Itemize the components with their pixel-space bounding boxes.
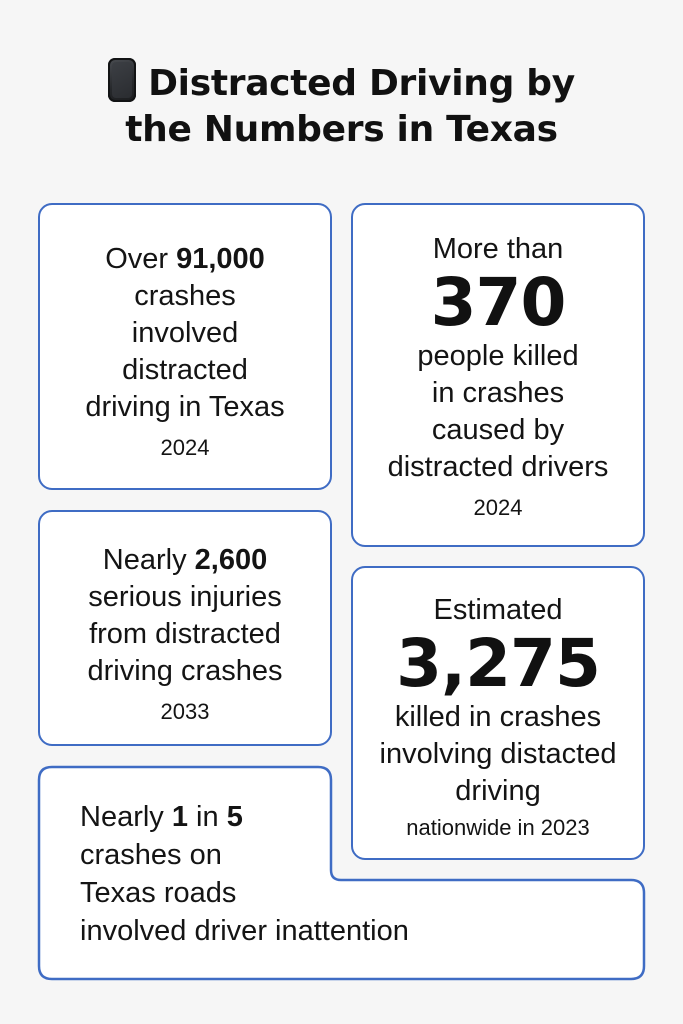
stat-prefix: Estimated — [433, 594, 563, 626]
stat-line: from distracted — [89, 618, 281, 650]
stat-line: caused by — [431, 414, 565, 446]
stat-headline — [80, 798, 500, 836]
stat-line: involving distacted — [379, 738, 617, 770]
stat-card-inattention — [80, 798, 500, 950]
stat-value-b: 5 — [226, 801, 243, 833]
stat-line: crashes on — [80, 839, 222, 871]
stat-line: driving crashes — [87, 655, 283, 687]
stat-value-a: 1 — [171, 801, 188, 833]
stat-line: Texas roads — [80, 877, 237, 909]
stat-year: 2024 — [473, 495, 523, 520]
stat-line: serious injuries — [88, 581, 282, 613]
stat-value: 370 — [430, 264, 566, 341]
stat-prefix: Over — [105, 243, 177, 275]
stat-value: 91,000 — [176, 243, 265, 275]
title-line-1: Distracted Driving by — [148, 63, 575, 104]
stat-value: 3,275 — [396, 625, 600, 702]
stat-line: people killed — [417, 340, 579, 372]
stat-line: killed in crashes — [394, 701, 602, 733]
stat-line: distracted drivers — [387, 451, 609, 483]
stat-line: involved — [131, 317, 239, 349]
stat-value: 2,600 — [194, 544, 268, 576]
stat-line: distracted — [122, 354, 248, 386]
stat-line: crashes — [134, 280, 236, 312]
title-line-2: the Numbers in Texas — [125, 109, 558, 150]
stat-prefix: Nearly — [102, 544, 195, 576]
stat-year: nationwide in 2023 — [406, 815, 590, 840]
stat-line: involved driver inattention — [80, 915, 409, 947]
stat-line: driving in Texas — [85, 391, 285, 423]
stat-year: 2033 — [160, 699, 210, 724]
stat-prefix: More than — [432, 233, 564, 265]
stat-line: in crashes — [431, 377, 565, 409]
stat-line: driving — [455, 775, 541, 807]
stat-mid: in — [188, 801, 227, 833]
stat-year: 2024 — [160, 435, 210, 460]
stat-prefix: Nearly — [80, 801, 172, 833]
